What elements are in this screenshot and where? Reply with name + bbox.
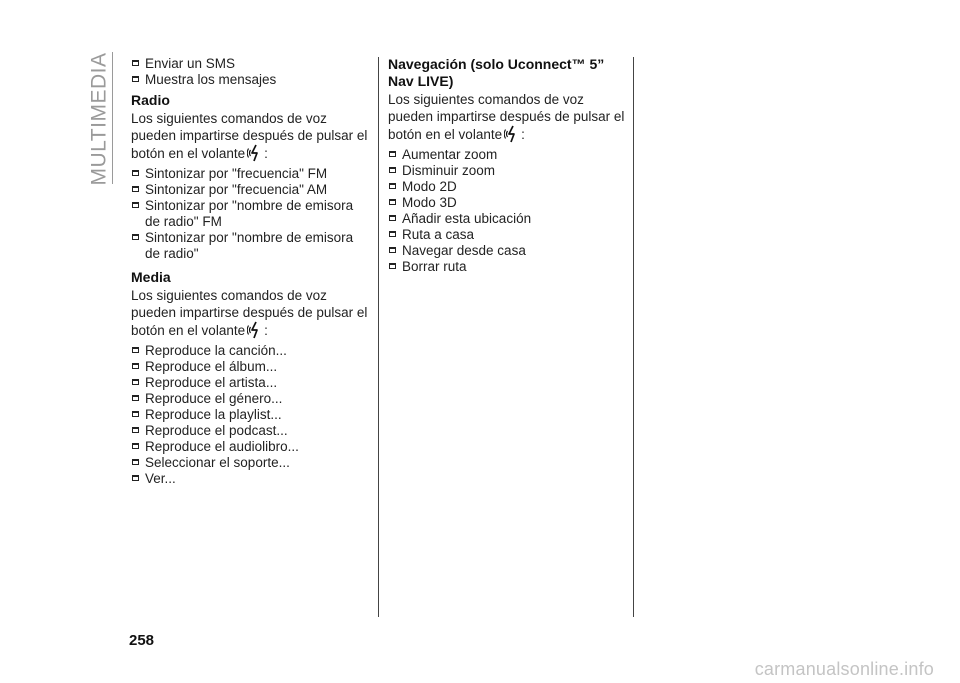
list-item: Sintonizar por "frecuencia" FM xyxy=(131,166,369,182)
checkbox-bullet-icon xyxy=(132,170,139,176)
sms-command-list xyxy=(131,56,369,88)
checkbox-bullet-icon xyxy=(389,215,396,221)
list-item: Sintonizar por "frecuencia" AM xyxy=(131,182,369,198)
voice-command-icon xyxy=(247,144,263,162)
navigation-command-list xyxy=(388,147,628,275)
checkbox-bullet-icon xyxy=(389,183,396,189)
media-intro: Los siguientes comandos de voz pueden impartirse después de pulsar el botón en el volante : xyxy=(131,288,368,338)
checkbox-bullet-icon xyxy=(132,395,139,401)
checkbox-bullet-icon xyxy=(132,379,139,385)
list-item: Modo 3D xyxy=(388,195,628,211)
side-title-rule xyxy=(112,52,113,184)
column-left xyxy=(131,56,369,487)
checkbox-bullet-icon xyxy=(132,234,139,240)
list-item: Reproduce el artista... xyxy=(131,375,369,391)
checkbox-bullet-icon xyxy=(132,60,139,66)
checkbox-bullet-icon xyxy=(389,263,396,269)
voice-command-icon xyxy=(504,125,520,143)
checkbox-bullet-icon xyxy=(389,199,396,205)
media-heading: Media xyxy=(131,269,171,285)
checkbox-bullet-icon xyxy=(389,167,396,173)
checkbox-bullet-icon xyxy=(132,475,139,481)
list-item: Disminuir zoom xyxy=(388,163,628,179)
checkbox-bullet-icon xyxy=(132,363,139,369)
column-middle xyxy=(388,56,628,275)
list-item: Seleccionar el soporte... xyxy=(131,455,369,471)
checkbox-bullet-icon xyxy=(132,76,139,82)
checkbox-bullet-icon xyxy=(132,459,139,465)
voice-command-icon xyxy=(247,321,263,339)
checkbox-bullet-icon xyxy=(389,231,396,237)
column-divider-left xyxy=(378,57,379,617)
radio-intro: Los siguientes comandos de voz pueden impartirse después de pulsar el botón en el volante : xyxy=(131,111,368,161)
list-item: Enviar un SMS xyxy=(131,56,369,72)
watermark: carmanualsonline.info xyxy=(754,659,934,679)
list-item: Añadir esta ubicación xyxy=(388,211,628,227)
page-number: 258 xyxy=(129,632,155,649)
list-item: Muestra los mensajes xyxy=(131,72,369,88)
media-command-list xyxy=(131,343,369,487)
list-item: Reproduce el audiolibro... xyxy=(131,439,369,455)
list-item: Reproduce el podcast... xyxy=(131,423,369,439)
list-item: Sintonizar por "nombre de emisora de radio" FM xyxy=(131,198,369,230)
navigation-heading: Navegación (solo Uconnect™ 5” Nav LIVE) xyxy=(388,56,605,89)
list-item: Reproduce la canción... xyxy=(131,343,369,359)
list-item: Modo 2D xyxy=(388,179,628,195)
navigation-intro: Los siguientes comandos de voz pueden impartirse después de pulsar el botón en el volante : xyxy=(388,92,625,142)
column-divider-right xyxy=(633,57,634,617)
checkbox-bullet-icon xyxy=(132,427,139,433)
list-item: Aumentar zoom xyxy=(388,147,628,163)
radio-command-list xyxy=(131,166,369,262)
list-item: Borrar ruta xyxy=(388,259,628,275)
list-item: Ruta a casa xyxy=(388,227,628,243)
list-item: Reproduce la playlist... xyxy=(131,407,369,423)
list-item: Reproduce el género... xyxy=(131,391,369,407)
checkbox-bullet-icon xyxy=(132,202,139,208)
checkbox-bullet-icon xyxy=(389,247,396,253)
checkbox-bullet-icon xyxy=(132,186,139,192)
checkbox-bullet-icon xyxy=(389,151,396,157)
list-item: Reproduce el álbum... xyxy=(131,359,369,375)
checkbox-bullet-icon xyxy=(132,347,139,353)
section-side-title: MULTIMEDIA xyxy=(87,52,111,186)
list-item: Navegar desde casa xyxy=(388,243,628,259)
radio-heading: Radio xyxy=(131,92,170,108)
list-item: Ver... xyxy=(131,471,369,487)
list-item: Sintonizar por "nombre de emisora de radio" xyxy=(131,230,369,262)
checkbox-bullet-icon xyxy=(132,443,139,449)
checkbox-bullet-icon xyxy=(132,411,139,417)
